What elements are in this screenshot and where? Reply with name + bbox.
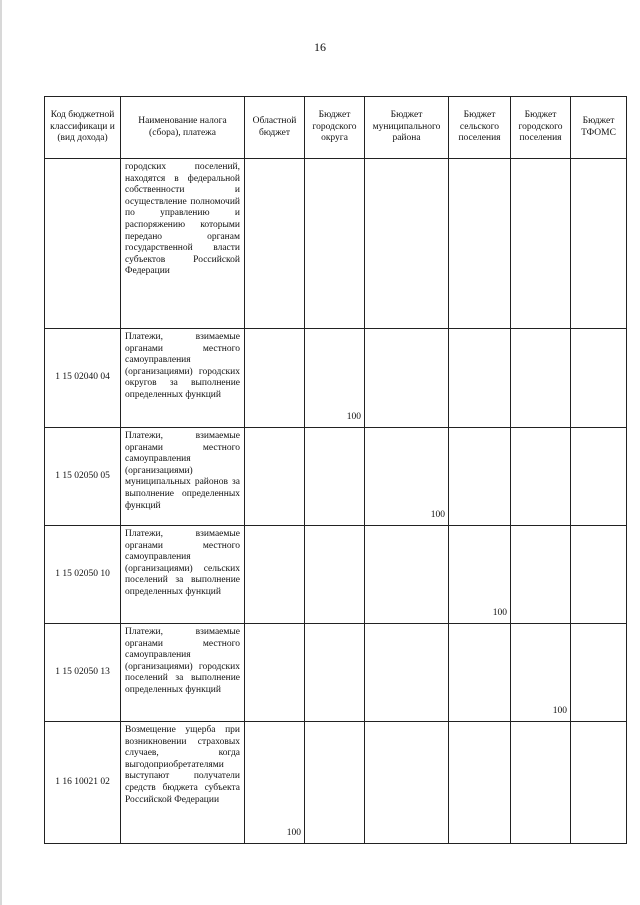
header-rural-settlement-budget: Бюджет сельского поселения bbox=[449, 97, 511, 159]
cell-regional bbox=[245, 159, 305, 329]
cell-city-district bbox=[305, 624, 365, 722]
header-city-district-budget: Бюджет городского округа bbox=[305, 97, 365, 159]
cell-tfoms bbox=[571, 329, 627, 428]
cell-urban-settlement bbox=[511, 329, 571, 428]
header-row bbox=[45, 97, 627, 159]
cell-tfoms bbox=[571, 526, 627, 624]
row-code: 1 15 02050 10 bbox=[45, 526, 121, 624]
cell-rural-settlement bbox=[449, 624, 511, 722]
row-name: Платежи, взимаемые органами местного самоуправления (организациями) сельских поселений за выполнение определенных функций bbox=[121, 526, 245, 624]
cell-tfoms bbox=[571, 428, 627, 526]
cell-regional bbox=[245, 428, 305, 526]
row-name: Платежи, взимаемые органами местного самоуправления (организациями) городских поселений за выполнение определенных функций bbox=[121, 624, 245, 722]
header-tfoms-budget: Бюджет ТФОМС bbox=[571, 97, 627, 159]
cell-municipal-district: 100 bbox=[365, 428, 449, 526]
row-code: 1 16 10021 02 bbox=[45, 722, 121, 844]
row-name: городских поселений, находятся в федеральной собственности и осуществление полномочий по управлению и распоряжению которыми передано органам государственной власти субъектов Российской Федерации bbox=[121, 159, 245, 329]
cell-municipal-district bbox=[365, 159, 449, 329]
scan-edge bbox=[0, 0, 2, 905]
row-code: 1 15 02050 05 bbox=[45, 428, 121, 526]
cell-regional bbox=[245, 624, 305, 722]
cell-regional bbox=[245, 329, 305, 428]
header-name: Наименование налога (сбора), платежа bbox=[121, 97, 245, 159]
cell-regional: 100 bbox=[245, 722, 305, 844]
cell-municipal-district bbox=[365, 329, 449, 428]
cell-municipal-district bbox=[365, 526, 449, 624]
table-row bbox=[45, 526, 627, 624]
cell-city-district bbox=[305, 722, 365, 844]
header-urban-settlement-budget: Бюджет городского поселения bbox=[511, 97, 571, 159]
cell-urban-settlement: 100 bbox=[511, 624, 571, 722]
cell-tfoms bbox=[571, 722, 627, 844]
cell-city-district bbox=[305, 526, 365, 624]
budget-distribution-table bbox=[44, 96, 627, 844]
cell-tfoms bbox=[571, 159, 627, 329]
row-code: 1 15 02050 13 bbox=[45, 624, 121, 722]
header-code: Код бюджетной классификаци и (вид дохода) bbox=[45, 97, 121, 159]
cell-rural-settlement bbox=[449, 159, 511, 329]
row-name: Платежи, взимаемые органами местного самоуправления (организациями) городских округов за выполнение определенных функций bbox=[121, 329, 245, 428]
row-name: Платежи, взимаемые органами местного самоуправления (организациями) муниципальных районов за выполнение определенных функций bbox=[121, 428, 245, 526]
cell-municipal-district bbox=[365, 722, 449, 844]
cell-city-district bbox=[305, 428, 365, 526]
cell-urban-settlement bbox=[511, 526, 571, 624]
table-row bbox=[45, 624, 627, 722]
cell-rural-settlement bbox=[449, 722, 511, 844]
table-row bbox=[45, 722, 627, 844]
table-row bbox=[45, 428, 627, 526]
cell-city-district: 100 bbox=[305, 329, 365, 428]
row-code bbox=[45, 159, 121, 329]
cell-rural-settlement bbox=[449, 428, 511, 526]
cell-urban-settlement bbox=[511, 722, 571, 844]
cell-municipal-district bbox=[365, 624, 449, 722]
cell-regional bbox=[245, 526, 305, 624]
cell-rural-settlement: 100 bbox=[449, 526, 511, 624]
cell-rural-settlement bbox=[449, 329, 511, 428]
table-row bbox=[45, 329, 627, 428]
header-regional-budget: Областной бюджет bbox=[245, 97, 305, 159]
row-name: Возмещение ущерба при возникновении страховых случаев, когда выгодоприобретателями выступают получатели средств бюджета субъекта Российской Федерации bbox=[121, 722, 245, 844]
header-municipal-district-budget: Бюджет муниципального района bbox=[365, 97, 449, 159]
cell-tfoms bbox=[571, 624, 627, 722]
row-code: 1 15 02040 04 bbox=[45, 329, 121, 428]
cell-urban-settlement bbox=[511, 428, 571, 526]
page-number: 16 bbox=[314, 40, 326, 54]
cell-city-district bbox=[305, 159, 365, 329]
cell-urban-settlement bbox=[511, 159, 571, 329]
table-row bbox=[45, 159, 627, 329]
